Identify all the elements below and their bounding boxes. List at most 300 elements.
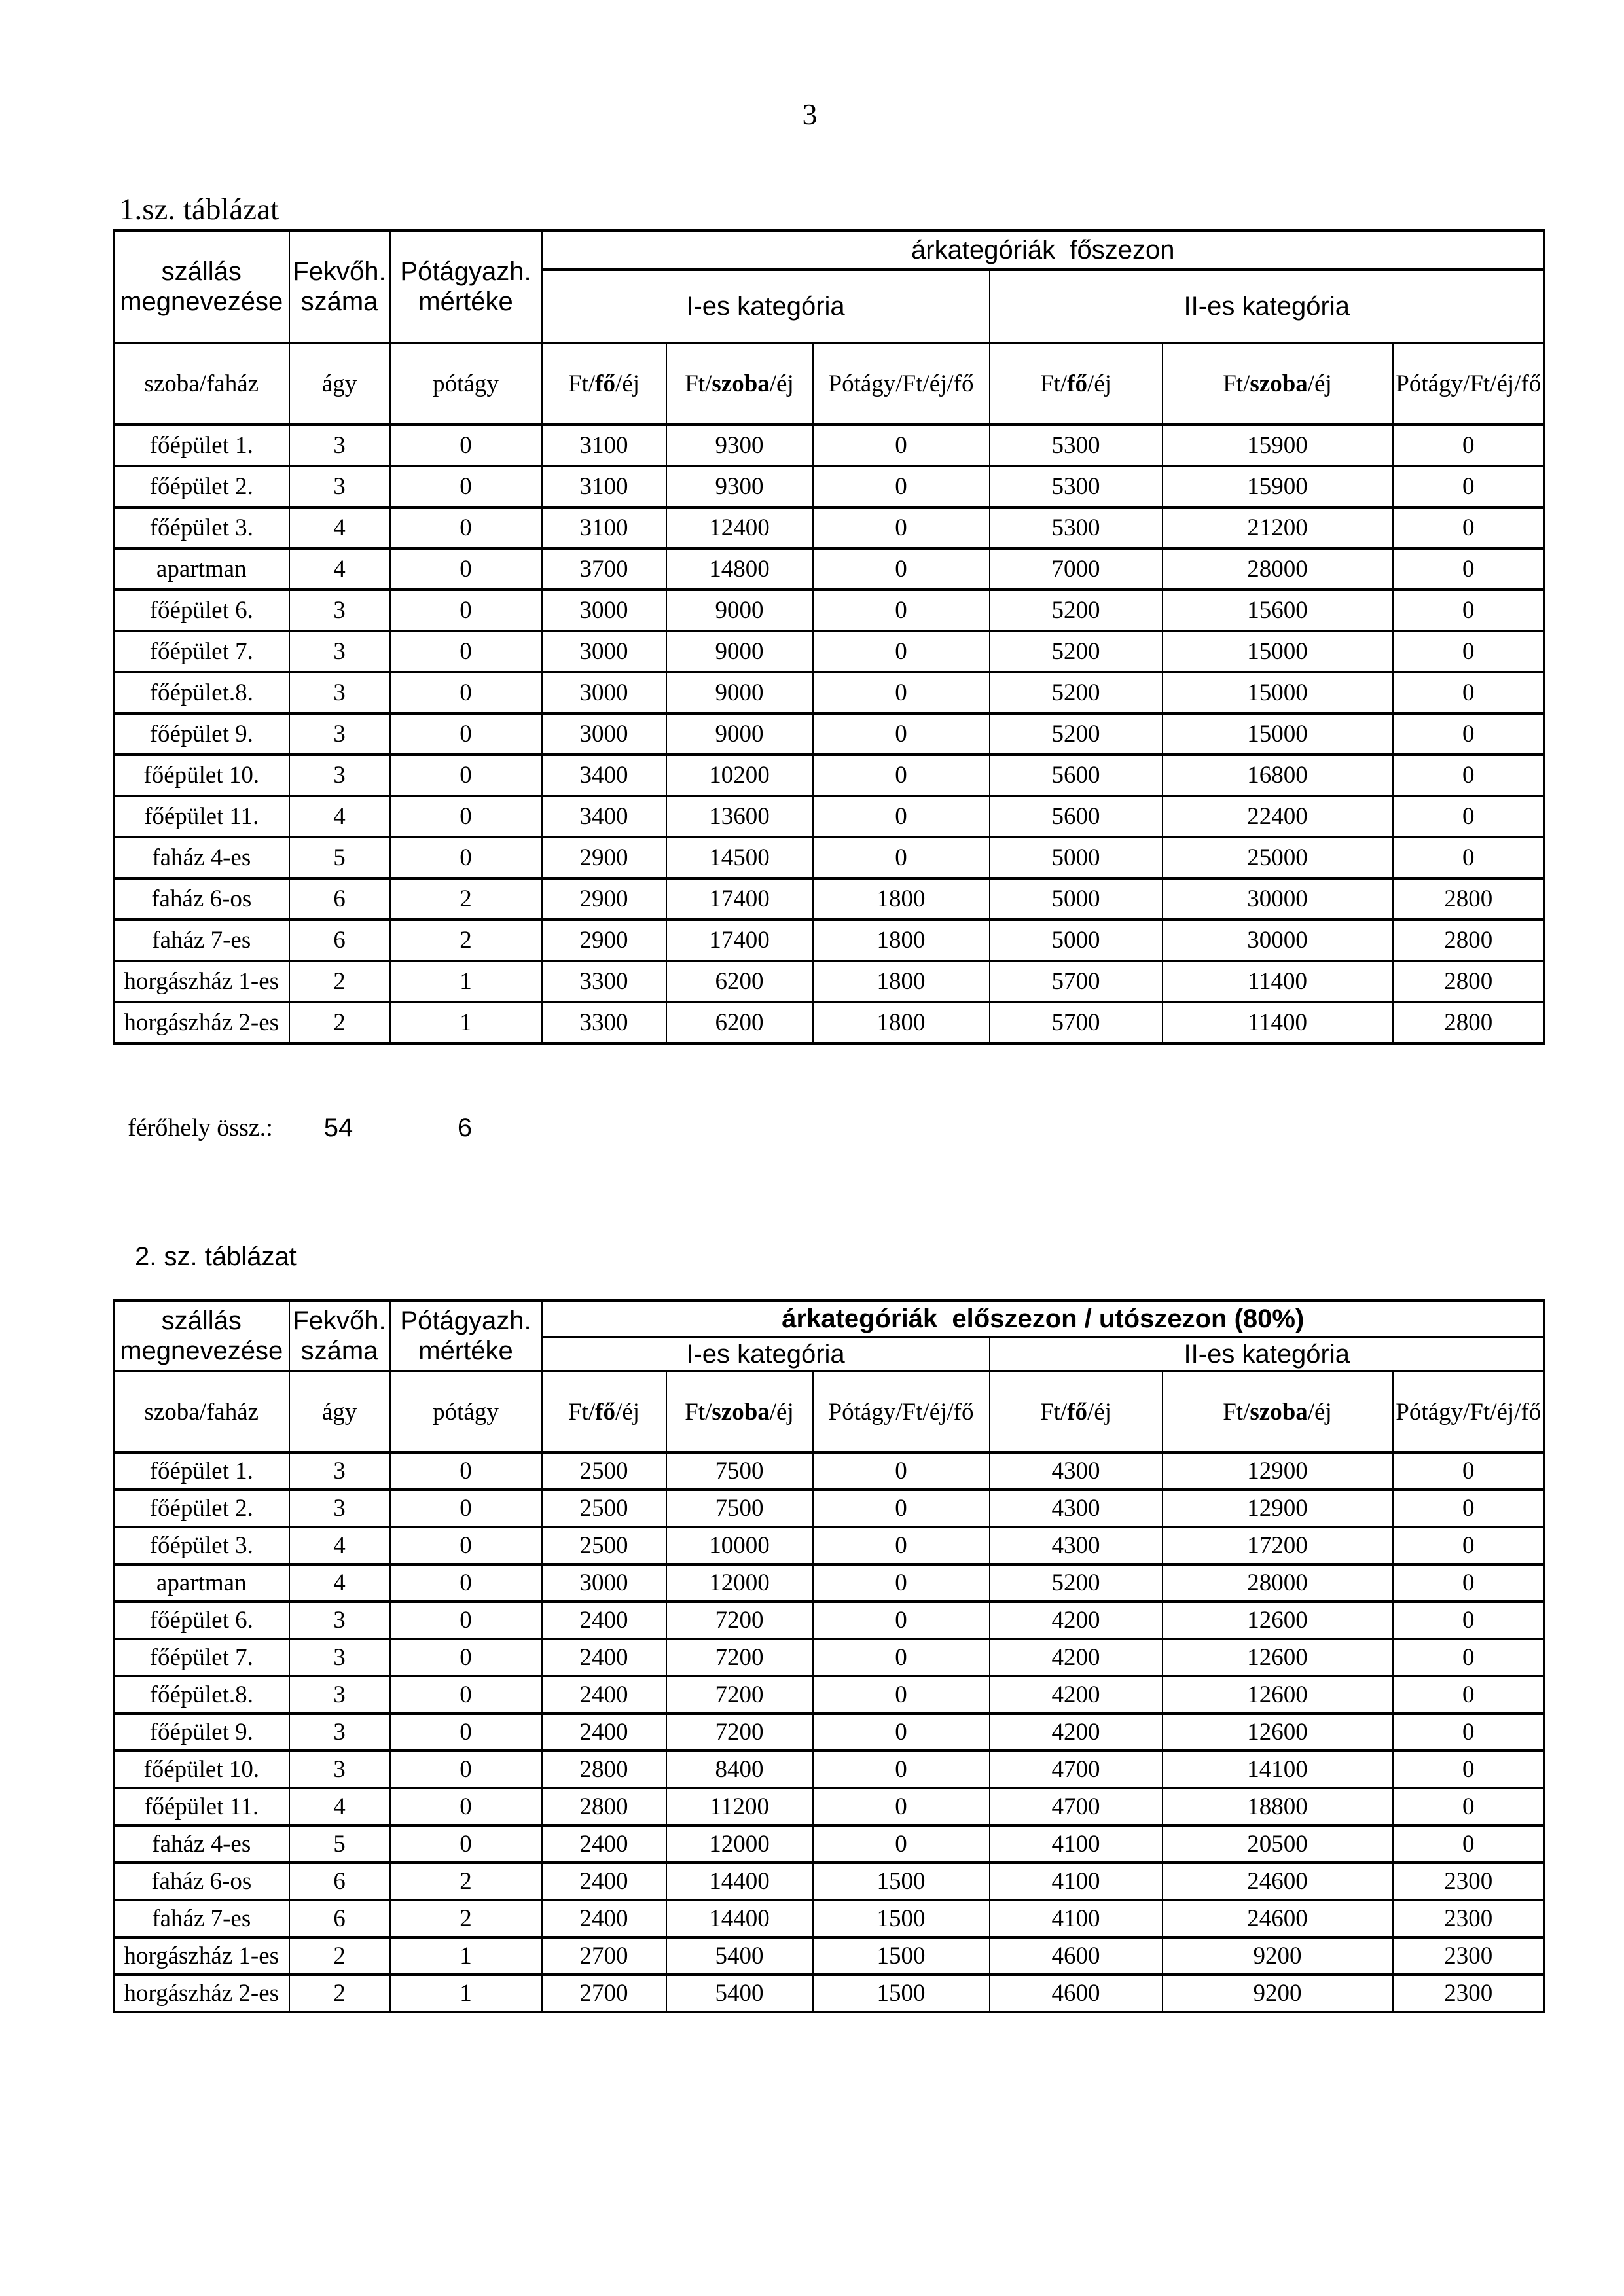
value-cell: 0	[1393, 1490, 1545, 1527]
table-row	[114, 548, 1545, 590]
value-cell: 0	[813, 1751, 990, 1788]
totals-bed-count: 54	[323, 1113, 353, 1142]
value-cell: 4700	[990, 1751, 1163, 1788]
table-row	[114, 590, 1545, 631]
table-row	[114, 466, 1545, 507]
subheader-extra-bed: pótágy	[390, 1371, 542, 1452]
value-cell: 3000	[542, 631, 666, 672]
value-cell: 3700	[542, 548, 666, 590]
accommodation-name-cell: horgászház 1-es	[114, 1937, 289, 1975]
value-cell: 4300	[990, 1490, 1163, 1527]
table2-title: 2. sz. táblázat	[135, 1242, 297, 1271]
value-cell: 4	[289, 796, 390, 837]
value-cell: 5300	[990, 466, 1163, 507]
value-cell: 15900	[1163, 425, 1393, 466]
header-row-season	[114, 230, 1545, 270]
value-cell: 6	[289, 878, 390, 920]
table-row	[114, 1639, 1545, 1676]
value-cell: 0	[1393, 755, 1545, 796]
value-cell: 0	[1393, 1564, 1545, 1602]
accommodation-name-cell: főépület 2.	[114, 1490, 289, 1527]
value-cell: 9000	[666, 672, 813, 713]
value-cell: 2	[289, 1975, 390, 2012]
accommodation-name-cell: főépület.8.	[114, 672, 289, 713]
value-cell: 0	[1393, 1602, 1545, 1639]
subheader-price-per-person: Ft/fő/éj	[990, 343, 1163, 425]
accommodation-name-cell: főépület 6.	[114, 1602, 289, 1639]
value-cell: 0	[390, 1490, 542, 1527]
value-cell: 7200	[666, 1639, 813, 1676]
value-cell: 5000	[990, 837, 1163, 878]
value-cell: 5000	[990, 920, 1163, 961]
accommodation-name-cell: főépület 1.	[114, 1452, 289, 1490]
value-cell: 2400	[542, 1602, 666, 1639]
accommodation-name-cell: főépület 7.	[114, 1639, 289, 1676]
value-cell: 3000	[542, 1564, 666, 1602]
value-cell: 3400	[542, 796, 666, 837]
table-row	[114, 1937, 1545, 1975]
accommodation-name-cell: faház 6-os	[114, 878, 289, 920]
accommodation-name-cell: főépület 7.	[114, 631, 289, 672]
subheader-price-per-person: Ft/fő/éj	[990, 1371, 1163, 1452]
value-cell: 9000	[666, 631, 813, 672]
table-row	[114, 920, 1545, 961]
value-cell: 15600	[1163, 590, 1393, 631]
value-cell: 0	[813, 1527, 990, 1564]
value-cell: 0	[1393, 425, 1545, 466]
value-cell: 0	[390, 796, 542, 837]
value-cell: 0	[390, 1602, 542, 1639]
value-cell: 0	[813, 1564, 990, 1602]
value-cell: 7200	[666, 1676, 813, 1713]
table-row	[114, 1975, 1545, 2012]
value-cell: 3	[289, 1639, 390, 1676]
value-cell: 0	[813, 466, 990, 507]
value-cell: 4600	[990, 1937, 1163, 1975]
value-cell: 0	[390, 590, 542, 631]
value-cell: 6200	[666, 1002, 813, 1043]
value-cell: 21200	[1163, 507, 1393, 548]
value-cell: 2300	[1393, 1863, 1545, 1900]
value-cell: 1	[390, 961, 542, 1002]
subheader-bed: ágy	[289, 1371, 390, 1452]
value-cell: 3	[289, 1751, 390, 1788]
value-cell: 4	[289, 1788, 390, 1825]
value-cell: 12000	[666, 1825, 813, 1863]
value-cell: 14800	[666, 548, 813, 590]
value-cell: 1	[390, 1975, 542, 2012]
value-cell: 8400	[666, 1751, 813, 1788]
value-cell: 28000	[1163, 548, 1393, 590]
table-row	[114, 1751, 1545, 1788]
value-cell: 13600	[666, 796, 813, 837]
value-cell: 6	[289, 920, 390, 961]
table-row	[114, 1490, 1545, 1527]
value-cell: 0	[390, 548, 542, 590]
subheader-price-per-person: Ft/fő/éj	[542, 1371, 666, 1452]
value-cell: 5700	[990, 1002, 1163, 1043]
value-cell: 0	[1393, 590, 1545, 631]
value-cell: 0	[390, 1788, 542, 1825]
value-cell: 15000	[1163, 713, 1393, 755]
value-cell: 1	[390, 1937, 542, 1975]
value-cell: 1500	[813, 1863, 990, 1900]
value-cell: 24600	[1163, 1863, 1393, 1900]
value-cell: 20500	[1163, 1825, 1393, 1863]
value-cell: 5	[289, 837, 390, 878]
value-cell: 2400	[542, 1863, 666, 1900]
value-cell: 12000	[666, 1564, 813, 1602]
value-cell: 0	[390, 1452, 542, 1490]
value-cell: 2	[289, 961, 390, 1002]
value-cell: 17400	[666, 878, 813, 920]
value-cell: 15000	[1163, 631, 1393, 672]
value-cell: 5600	[990, 796, 1163, 837]
table-row	[114, 425, 1545, 466]
value-cell: 6	[289, 1900, 390, 1937]
value-cell: 6200	[666, 961, 813, 1002]
accommodation-name-cell: horgászház 1-es	[114, 961, 289, 1002]
table-row	[114, 837, 1545, 878]
subheader-price-per-room: Ft/szoba/éj	[666, 1371, 813, 1452]
value-cell: 9300	[666, 425, 813, 466]
value-cell: 2400	[542, 1676, 666, 1713]
value-cell: 3	[289, 713, 390, 755]
value-cell: 2800	[1393, 878, 1545, 920]
pricing-table-main-season	[113, 229, 1545, 1045]
value-cell: 5700	[990, 961, 1163, 1002]
accommodation-name-cell: főépület 9.	[114, 713, 289, 755]
value-cell: 7000	[990, 548, 1163, 590]
value-cell: 3	[289, 1713, 390, 1751]
value-cell: 5400	[666, 1937, 813, 1975]
value-cell: 12400	[666, 507, 813, 548]
value-cell: 3300	[542, 1002, 666, 1043]
value-cell: 3000	[542, 590, 666, 631]
subheader-price-extra-bed: Pótágy/Ft/éj/fő	[813, 1371, 990, 1452]
value-cell: 5	[289, 1825, 390, 1863]
subheader-room: szoba/faház	[114, 1371, 289, 1452]
value-cell: 2400	[542, 1639, 666, 1676]
subheader-price-per-person: Ft/fő/éj	[542, 343, 666, 425]
table-row	[114, 1002, 1545, 1043]
table-row	[114, 507, 1545, 548]
value-cell: 3	[289, 466, 390, 507]
accommodation-name-cell: horgászház 2-es	[114, 1975, 289, 2012]
value-cell: 30000	[1163, 878, 1393, 920]
subheader-price-per-room: Ft/szoba/éj	[666, 343, 813, 425]
value-cell: 2300	[1393, 1937, 1545, 1975]
value-cell: 12600	[1163, 1713, 1393, 1751]
value-cell: 2	[390, 920, 542, 961]
page-number: 3	[802, 98, 818, 131]
capacity-totals-row	[113, 1107, 676, 1148]
table-row	[114, 961, 1545, 1002]
value-cell: 2700	[542, 1937, 666, 1975]
table-row	[114, 672, 1545, 713]
value-cell: 7500	[666, 1452, 813, 1490]
col-header-extra-bed: Pótágyazh. mértéke	[390, 1300, 542, 1371]
col-header-bed-count: Fekvőh. száma	[289, 1300, 390, 1371]
value-cell: 1800	[813, 961, 990, 1002]
value-cell: 16800	[1163, 755, 1393, 796]
accommodation-name-cell: főépület 2.	[114, 466, 289, 507]
value-cell: 0	[813, 1713, 990, 1751]
value-cell: 4	[289, 1527, 390, 1564]
value-cell: 0	[390, 1825, 542, 1863]
value-cell: 5200	[990, 1564, 1163, 1602]
value-cell: 17200	[1163, 1527, 1393, 1564]
table-row	[114, 1527, 1545, 1564]
totals-label: férőhely össz.:	[128, 1114, 273, 1141]
value-cell: 0	[1393, 1452, 1545, 1490]
value-cell: 4100	[990, 1825, 1163, 1863]
value-cell: 2	[390, 878, 542, 920]
header-row-units	[114, 343, 1545, 425]
accommodation-name-cell: főépület 10.	[114, 1751, 289, 1788]
value-cell: 0	[390, 1527, 542, 1564]
value-cell: 5200	[990, 631, 1163, 672]
subheader-price-extra-bed: Pótágy/Ft/éj/fő	[1393, 1371, 1545, 1452]
table-row	[114, 1676, 1545, 1713]
value-cell: 0	[1393, 1639, 1545, 1676]
value-cell: 12900	[1163, 1452, 1393, 1490]
table1-title: 1.sz. táblázat	[119, 192, 280, 226]
category-2-header: II-es kategória	[990, 270, 1545, 343]
value-cell: 2400	[542, 1900, 666, 1937]
value-cell: 0	[1393, 1527, 1545, 1564]
accommodation-name-cell: főépület 9.	[114, 1713, 289, 1751]
value-cell: 0	[390, 672, 542, 713]
value-cell: 3100	[542, 425, 666, 466]
accommodation-name-cell: faház 4-es	[114, 837, 289, 878]
value-cell: 0	[1393, 1676, 1545, 1713]
value-cell: 0	[813, 548, 990, 590]
subheader-price-per-room: Ft/szoba/éj	[1163, 343, 1393, 425]
value-cell: 0	[813, 1490, 990, 1527]
value-cell: 5200	[990, 713, 1163, 755]
value-cell: 11400	[1163, 1002, 1393, 1043]
value-cell: 4200	[990, 1713, 1163, 1751]
value-cell: 3	[289, 1490, 390, 1527]
totals-extra-bed-count: 6	[457, 1113, 473, 1142]
table-row	[114, 1863, 1545, 1900]
value-cell: 4300	[990, 1452, 1163, 1490]
value-cell: 3300	[542, 961, 666, 1002]
value-cell: 10000	[666, 1527, 813, 1564]
table-row	[114, 878, 1545, 920]
accommodation-name-cell: faház 6-os	[114, 1863, 289, 1900]
value-cell: 0	[813, 796, 990, 837]
value-cell: 4200	[990, 1639, 1163, 1676]
value-cell: 14400	[666, 1863, 813, 1900]
table-row	[114, 713, 1545, 755]
value-cell: 2900	[542, 837, 666, 878]
pricing-table-off-season	[113, 1299, 1545, 2013]
value-cell: 0	[1393, 1788, 1545, 1825]
value-cell: 3	[289, 672, 390, 713]
value-cell: 0	[813, 507, 990, 548]
value-cell: 1800	[813, 878, 990, 920]
value-cell: 15000	[1163, 672, 1393, 713]
table-row	[114, 631, 1545, 672]
value-cell: 4100	[990, 1900, 1163, 1937]
value-cell: 3100	[542, 466, 666, 507]
value-cell: 28000	[1163, 1564, 1393, 1602]
value-cell: 0	[390, 631, 542, 672]
value-cell: 0	[390, 466, 542, 507]
value-cell: 12900	[1163, 1490, 1393, 1527]
value-cell: 0	[813, 1452, 990, 1490]
value-cell: 0	[390, 1751, 542, 1788]
subheader-bed: ágy	[289, 343, 390, 425]
value-cell: 5300	[990, 507, 1163, 548]
value-cell: 2	[390, 1900, 542, 1937]
accommodation-name-cell: főépület.8.	[114, 1676, 289, 1713]
value-cell: 2500	[542, 1452, 666, 1490]
col-header-accommodation: szállás megnevezése	[114, 230, 289, 343]
value-cell: 18800	[1163, 1788, 1393, 1825]
value-cell: 2500	[542, 1490, 666, 1527]
value-cell: 0	[813, 1639, 990, 1676]
accommodation-name-cell: főépület 11.	[114, 796, 289, 837]
accommodation-name-cell: apartman	[114, 1564, 289, 1602]
accommodation-name-cell: főépület 11.	[114, 1788, 289, 1825]
value-cell: 12600	[1163, 1676, 1393, 1713]
value-cell: 1	[390, 1002, 542, 1043]
value-cell: 0	[813, 1825, 990, 1863]
value-cell: 4700	[990, 1788, 1163, 1825]
value-cell: 0	[813, 631, 990, 672]
value-cell: 0	[1393, 1825, 1545, 1863]
table-row	[114, 1452, 1545, 1490]
value-cell: 4300	[990, 1527, 1163, 1564]
subheader-price-extra-bed: Pótágy/Ft/éj/fő	[813, 343, 990, 425]
value-cell: 9000	[666, 590, 813, 631]
value-cell: 2700	[542, 1975, 666, 2012]
subheader-price-per-room: Ft/szoba/éj	[1163, 1371, 1393, 1452]
value-cell: 0	[813, 837, 990, 878]
category-2-header: II-es kategória	[990, 1337, 1545, 1371]
value-cell: 2300	[1393, 1900, 1545, 1937]
value-cell: 2	[390, 1863, 542, 1900]
value-cell: 12600	[1163, 1639, 1393, 1676]
value-cell: 9200	[1163, 1937, 1393, 1975]
value-cell: 0	[1393, 713, 1545, 755]
value-cell: 0	[1393, 631, 1545, 672]
value-cell: 0	[813, 590, 990, 631]
value-cell: 2900	[542, 920, 666, 961]
table-row	[114, 1602, 1545, 1639]
value-cell: 24600	[1163, 1900, 1393, 1937]
value-cell: 0	[390, 755, 542, 796]
value-cell: 5300	[990, 425, 1163, 466]
value-cell: 5200	[990, 590, 1163, 631]
table-row	[114, 1825, 1545, 1863]
value-cell: 2800	[542, 1788, 666, 1825]
table-row	[114, 796, 1545, 837]
table-row	[114, 1564, 1545, 1602]
category-1-header: I-es kategória	[542, 270, 990, 343]
col-header-extra-bed: Pótágyazh. mértéke	[390, 230, 542, 343]
value-cell: 0	[1393, 1713, 1545, 1751]
value-cell: 0	[390, 1564, 542, 1602]
value-cell: 2800	[1393, 1002, 1545, 1043]
value-cell: 0	[813, 755, 990, 796]
value-cell: 3000	[542, 672, 666, 713]
accommodation-name-cell: apartman	[114, 548, 289, 590]
value-cell: 2400	[542, 1713, 666, 1751]
value-cell: 3	[289, 1452, 390, 1490]
value-cell: 30000	[1163, 920, 1393, 961]
value-cell: 0	[1393, 548, 1545, 590]
value-cell: 7200	[666, 1713, 813, 1751]
table-row	[114, 755, 1545, 796]
value-cell: 3	[289, 1602, 390, 1639]
value-cell: 0	[1393, 796, 1545, 837]
value-cell: 4	[289, 1564, 390, 1602]
value-cell: 11200	[666, 1788, 813, 1825]
season-header: árkategóriák főszezon	[542, 230, 1545, 270]
value-cell: 2800	[542, 1751, 666, 1788]
value-cell: 3100	[542, 507, 666, 548]
value-cell: 3	[289, 631, 390, 672]
value-cell: 4	[289, 548, 390, 590]
value-cell: 9000	[666, 713, 813, 755]
table-row	[114, 1713, 1545, 1751]
value-cell: 1800	[813, 920, 990, 961]
value-cell: 5600	[990, 755, 1163, 796]
value-cell: 15900	[1163, 466, 1393, 507]
value-cell: 11400	[1163, 961, 1393, 1002]
value-cell: 0	[1393, 837, 1545, 878]
season-header: árkategóriák előszezon / utószezon (80%)	[542, 1300, 1545, 1337]
value-cell: 0	[390, 1713, 542, 1751]
value-cell: 12600	[1163, 1602, 1393, 1639]
value-cell: 0	[390, 1639, 542, 1676]
value-cell: 4200	[990, 1602, 1163, 1639]
value-cell: 3000	[542, 713, 666, 755]
category-1-header: I-es kategória	[542, 1337, 990, 1371]
value-cell: 10200	[666, 755, 813, 796]
value-cell: 1500	[813, 1937, 990, 1975]
value-cell: 0	[813, 425, 990, 466]
value-cell: 4600	[990, 1975, 1163, 2012]
value-cell: 9300	[666, 466, 813, 507]
value-cell: 1500	[813, 1975, 990, 2012]
value-cell: 1800	[813, 1002, 990, 1043]
value-cell: 3	[289, 1676, 390, 1713]
value-cell: 7200	[666, 1602, 813, 1639]
accommodation-name-cell: faház 7-es	[114, 1900, 289, 1937]
subheader-extra-bed: pótágy	[390, 343, 542, 425]
subheader-room: szoba/faház	[114, 343, 289, 425]
value-cell: 0	[813, 1788, 990, 1825]
value-cell: 0	[1393, 507, 1545, 548]
accommodation-name-cell: főépület 6.	[114, 590, 289, 631]
value-cell: 3400	[542, 755, 666, 796]
accommodation-name-cell: főépület 1.	[114, 425, 289, 466]
subheader-price-extra-bed: Pótágy/Ft/éj/fő	[1393, 343, 1545, 425]
value-cell: 5000	[990, 878, 1163, 920]
value-cell: 2500	[542, 1527, 666, 1564]
value-cell: 0	[813, 713, 990, 755]
header-row-units	[114, 1371, 1545, 1452]
col-header-accommodation: szállás megnevezése	[114, 1300, 289, 1371]
value-cell: 0	[1393, 466, 1545, 507]
value-cell: 2400	[542, 1825, 666, 1863]
value-cell: 7500	[666, 1490, 813, 1527]
